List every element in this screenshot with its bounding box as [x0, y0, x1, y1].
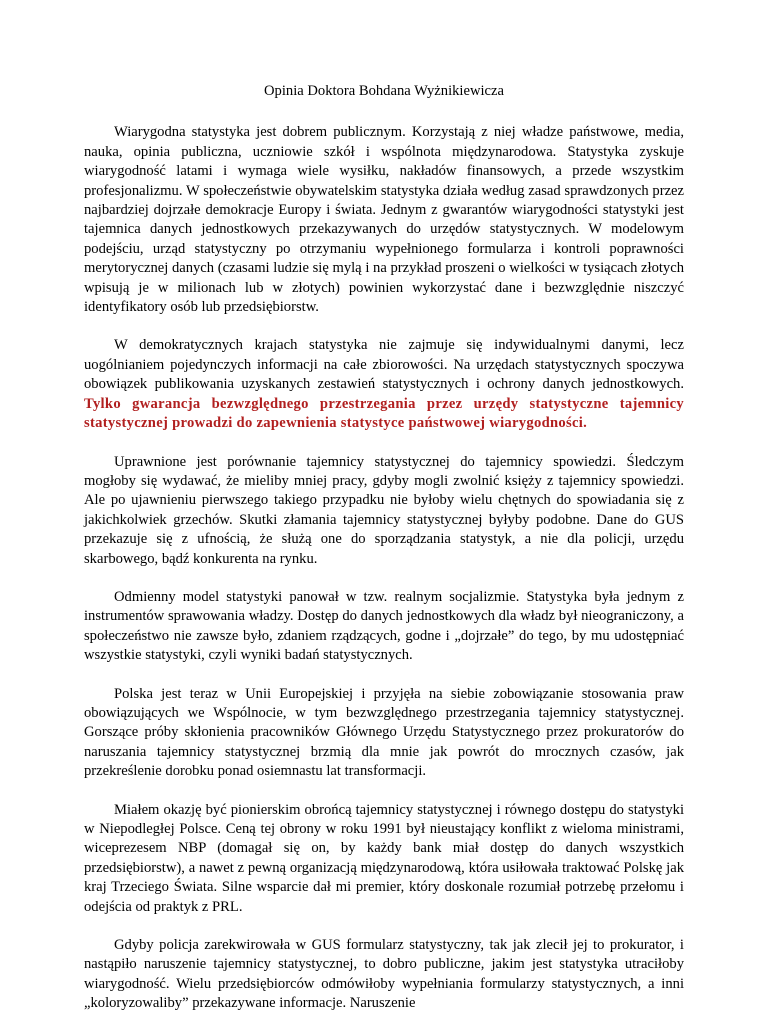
paragraph-4: Odmienny model statystyki panował w tzw. realnym socjalizmie. Statystyka była jednym z instrumentów sprawowania władzy. Dostęp do danych jednostkowych dla władz był nieograniczony, a społeczeństwo nie zawsze było, zdaniem rządzących, godne i „dojrzałe” do tego, by mu udostępniać wszystkie statystyki, czyli wyniki badań statystycznych.: [84, 588, 684, 664]
document-title: Opinia Doktora Bohdana Wyżnikiewicza: [264, 83, 504, 99]
paragraph-6: Miałem okazję być pionierskim obrońcą tajemnicy statystycznej i równego dostępu do statystyki w Niepodległej Polsce. Ceną tej obrony w roku 1991 był nieustający konflikt z wieloma ministrami, wiceprezesem NBP (domagał się on, by każdy bank miał dostęp do danych wszystkich przedsiębiorstw), a nawet z pewną organizacją międzynarodową, która usiłowała traktować Polskę jak kraj Trzeciego Świata. Silne wsparcie dał mi premier, który doskonale rozumiał potrzebę przełomu i odejścia od praktyk z PRL.: [84, 801, 684, 915]
paragraph-7: Gdyby policja zarekwirowała w GUS formularz statystyczny, tak jak zlecił jej to prokurator, i nastąpiło naruszenie tajemnicy statystycznej, to dobro publiczne, jakim jest statystyka utraciłoby wiarygodność. Wielu przedsiębiorców odmówiłoby wypełniania formularzy statystycznych, a inni „koloryzowaliby” przekazywane informacje. Naruszenie: [84, 937, 684, 1012]
paragraph-2: [84, 336, 684, 433]
paragraph-2-emphasis: Tylko gwarancja bezwzględnego przestrzegania przez urzędy statystyczne tajemnicy statystycznej prowadzi do zapewnienia statystyce państwowej wiarygodności.: [84, 395, 684, 432]
paragraph-2-text: W demokratycznych krajach statystyka nie zajmuje się indywidualnymi danymi, lecz uogólnianiem pojedynczych informacji na całe zbiorowości. Na urzędach statystycznych spoczywa obowiązek publikowania uzyskanych zestawień statystycznych i ochrony danych jednostkowych.: [84, 337, 684, 393]
paragraph-5: Polska jest teraz w Unii Europejskiej i przyjęła na siebie zobowiązanie stosowania praw obowiązujących we Wspólnocie, w tym bezwzględnego przestrzegania tajemnicy statystycznej. Gorszące próby skłonienia pracowników Głównego Urzędu Statystycznego przez prokuratorów do naruszania tajemnicy statystycznej brzmią dla mnie jak powrót do mrocznych czasów, jak przekreślenie dorobku ponad osiemnastu lat transformacji.: [84, 685, 684, 780]
paragraph-1: Wiarygodna statystyka jest dobrem publicznym. Korzystają z niej władze państwowe, media, nauka, opinia publiczna, uczniowie szkół i wspólnota międzynarodowa. Statystyka zyskuje wiarygodność latami i wymaga wiele wysiłku, nakładów finansowych, a przede wszystkim profesjonalizmu. W społeczeństwie obywatelskim statystyka działa według zasad sprawdzonych przez najbardziej dojrzałe demokracje Europy i świata. Jednym z gwarantów wiarygodności statystyki jest tajemnica danych jednostkowych przekazywanych do urzędów statystycznych. W modelowym podejściu, urząd statystyczny po otrzymaniu wypełnionego formularza i kontroli poprawności merytorycznej danych (czasami ludzie się mylą i na przykład proszeni o wielkości w tysiącach złotych wpisują je w milionach lub w złotych) powinien wykorzystać dane i bezwzględnie niszczyć identyfikatory osób lub przedsiębiorstw.: [84, 124, 684, 316]
paragraph-3: Uprawnione jest porównanie tajemnicy statystycznej do tajemnicy spowiedzi. Śledczym mogłoby się wydawać, że mieliby mniej pracy, gdyby mogli zwolnić księży z tajemnicy spowiedzi. Ale po ujawnieniu pierwszego takiego przypadku nie byłoby wielu chętnych do spowiadania się z jakichkolwiek grzechów. Skutki złamania tajemnicy statystycznej byłyby podobne. Dane do GUS przekazuje się z ufnością, że służą one do sporządzania statystyk, a nie dla policji, urzędu skarbowego, bądź konkurenta na rynku.: [84, 453, 684, 567]
